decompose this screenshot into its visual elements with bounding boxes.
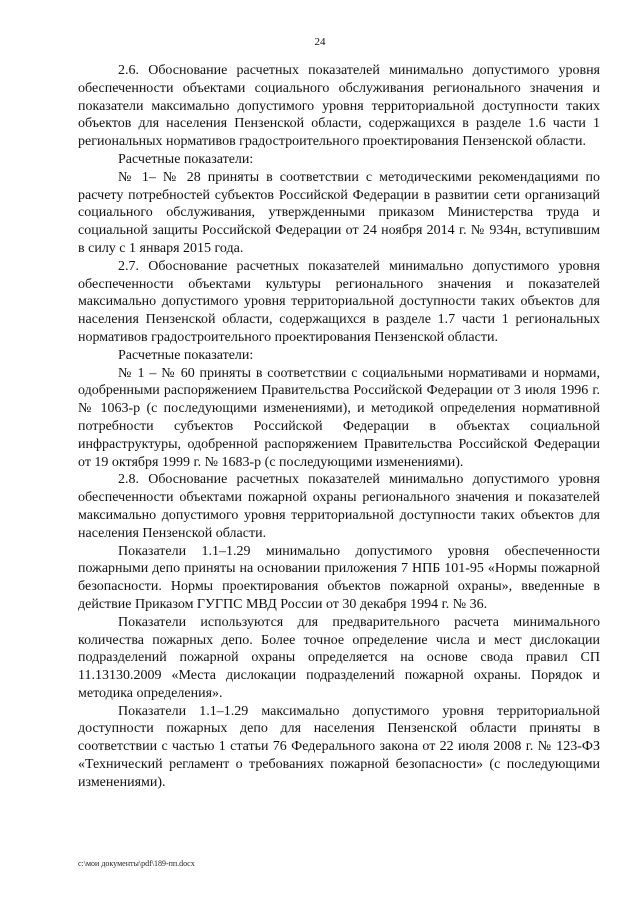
footer-file-path: c:\мои документы\pdf\189-пп.docx xyxy=(78,859,195,868)
paragraph-fire-depot-min-level: Показатели 1.1–1.29 минимально допустимого уровня обеспеченности пожарными депо приняты на основании приложения 7 НПБ 101-95 «Нормы пожарной безопасности. Нормы проектирования объектов пожарной охраны», введенные в действие Приказом ГУГПС МВД России от 30 декабря 1994 г. № 36. xyxy=(78,543,600,612)
paragraph-fire-depot-calculation: Показатели используются для предварительного расчета минимального количества пожарных депо. Более точное определение числа и мест дислокации подразделений пожарной охраны определяется на основе свода правил СП 11.13130.2009 «Места дислокации подразделений пожарной охраны. Порядок и методика определения». xyxy=(78,614,600,701)
paragraph-fire-depot-max-access: Показатели 1.1–1.29 максимально допустимого уровня территориальной доступности пожарных депо для населения Пензенской области приняты в соответствии с частью 1 статьи 76 Федерального закона от 22 июля 2008 г. № 123-ФЗ «Технический регламент о требованиях пожарной безопасности» (с последующими изменениями). xyxy=(78,703,600,790)
paragraph-2-7-heading: 2.7. Обоснование расчетных показателей минимально допустимого уровня обеспеченности объектами культуры регионального значения и показателей максимально допустимого уровня территориальной доступности таких объектов для населения Пензенской области, содержащихся в разделе 1.7 части 1 региональных нормативов градостроительного проектирования Пензенской области. xyxy=(78,258,600,345)
paragraph-2-8-heading: 2.8. Обоснование расчетных показателей минимально допустимого уровня обеспеченности объектами пожарной охраны регионального значения и показателей максимально допустимого уровня территориальной доступности таких объектов для населения Пензенской области. xyxy=(78,472,600,541)
paragraph-social-indicators: № 1– № 28 приняты в соответствии с методическими рекомендациями по расчету потребностей субъектов Российской Федерации в развитии сети организаций социального обслуживания, утвержденными приказом Министерства труда и социальной защиты Российской Федерации от 24 ноября 2014 г. № 934н, вступившим в силу с 1 января 2015 года. xyxy=(78,169,600,256)
paragraph-culture-indicators: № 1 – № 60 приняты в соответствии с социальными нормативами и нормами, одобренными распоряжением Правительства Российской Федерации от 3 июля 1996 г. № 1063-р (с последующими изменениями), и методикой определения нормативной потребности субъектов Российской Федерации в объектах социальной инфраструктуры, одобренной распоряжением Правительства Российской Федерации от 19 октября 1999 г. № 1683-р (с последующими изменениями). xyxy=(78,365,600,470)
paragraph-2-6-heading: 2.6. Обоснование расчетных показателей минимально допустимого уровня обеспеченности объектами социального обслуживания регионального значения и показатели максимально допустимого уровня территориальной доступности таких объектов для населения Пензенской области, содержащихся в разделе 1.6 части 1 региональных нормативов градостроительного проектирования Пензенской области. xyxy=(78,63,600,150)
document-body xyxy=(78,62,600,792)
paragraph-calc-indicators-label: Расчетные показатели: xyxy=(118,347,254,363)
page-number: 24 xyxy=(314,36,326,48)
paragraph-calc-indicators-label: Расчетные показатели: xyxy=(118,151,254,167)
